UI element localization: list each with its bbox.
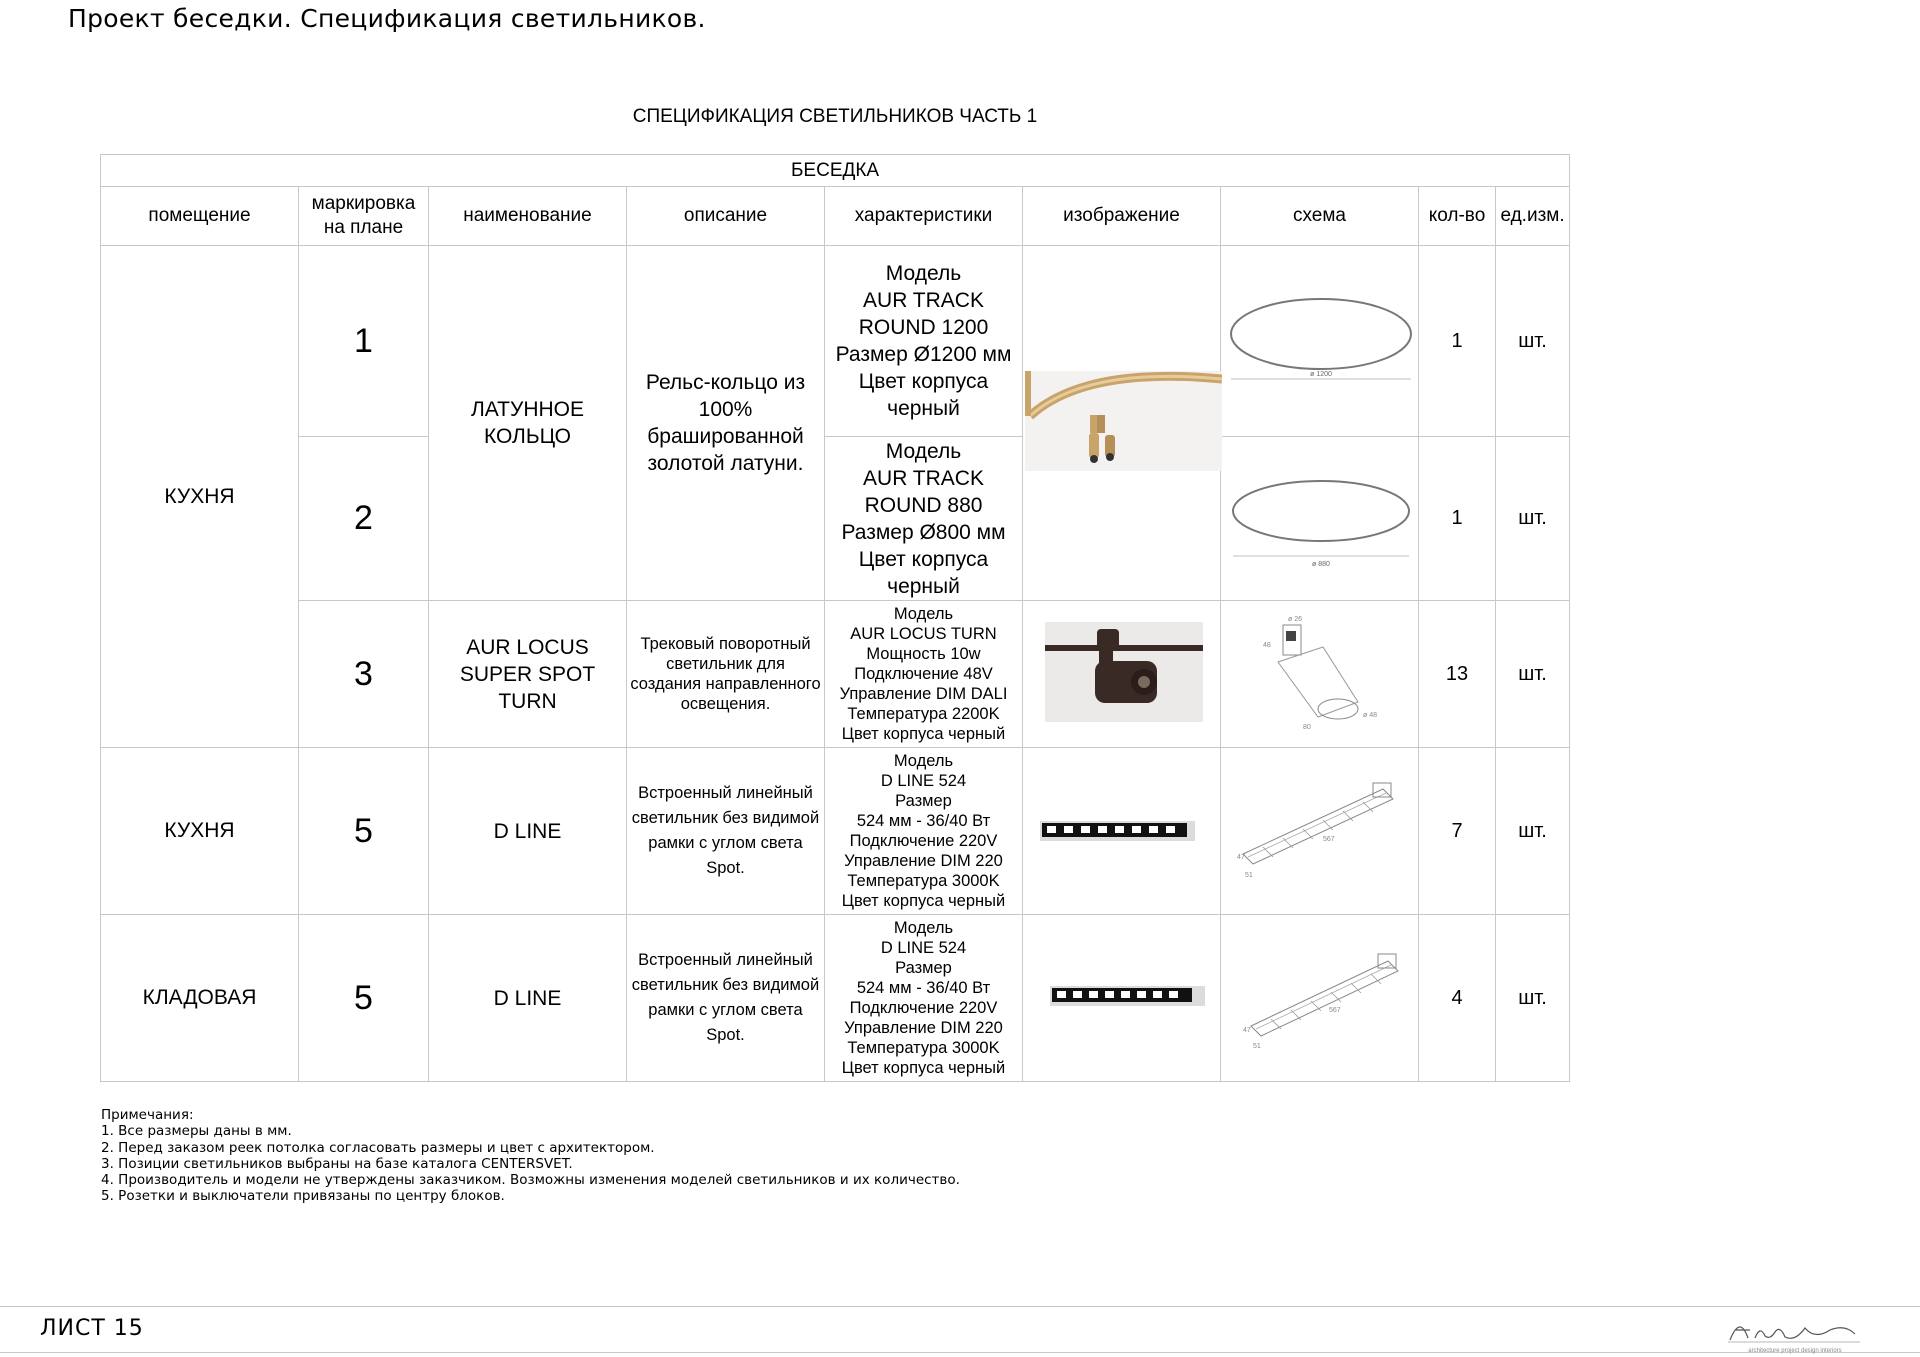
- char-line: Модель: [893, 919, 954, 937]
- name-cell: AUR LOCUS SUPER SPOT TURN: [429, 601, 627, 748]
- qty-cell: 1: [1419, 437, 1496, 601]
- image-cell: [1023, 246, 1221, 601]
- brass-ring-track-image: [1025, 371, 1222, 471]
- logo-tagline: architecture project design interiors: [1748, 1348, 1842, 1354]
- char-line: D LINE 524: [880, 939, 967, 957]
- table-row: [101, 748, 1570, 915]
- archigraph-logo: [1720, 1310, 1870, 1355]
- qty-cell: 4: [1419, 915, 1496, 1082]
- d-line-scheme: [1223, 936, 1420, 1056]
- qty-cell: 13: [1419, 601, 1496, 748]
- scheme-dimension: ø 48: [1363, 711, 1378, 719]
- char-line: черный: [887, 397, 960, 420]
- mark-cell: 5: [299, 748, 429, 915]
- desc-cell: Рельс-кольцо из 100% брашированной золотой латуни.: [627, 246, 825, 601]
- note-item: 1. Все размеры даны в мм.: [101, 1123, 292, 1140]
- spot-turn-scheme: [1223, 607, 1420, 737]
- footer-divider: [0, 1306, 1920, 1307]
- unit-cell: шт.: [1496, 437, 1570, 601]
- char-line: Подключение 48V: [854, 665, 993, 683]
- char-line: Цвет корпуса черный: [841, 725, 1006, 743]
- char-line: Цвет корпуса черный: [841, 892, 1006, 910]
- char-line: Температура 3000K: [847, 1039, 1000, 1057]
- room-cell: КУХНЯ: [101, 246, 299, 748]
- note-item: 5. Розетки и выключатели привязаны по центру блоков.: [101, 1188, 505, 1205]
- char-line: AUR LOCUS TURN: [850, 625, 997, 643]
- qty-cell: 7: [1419, 748, 1496, 915]
- chars-cell: [825, 915, 1023, 1082]
- col-header-chars: характеристики: [825, 187, 1023, 246]
- scheme-dimension: ø 1200: [1310, 370, 1332, 378]
- image-cell: [1023, 601, 1221, 748]
- col-header-name: наименование: [429, 187, 627, 246]
- ring-880-scheme: [1223, 456, 1420, 576]
- unit-cell: шт.: [1496, 915, 1570, 1082]
- spec-title: СПЕЦИФИКАЦИЯ СВЕТИЛЬНИКОВ ЧАСТЬ 1: [632, 106, 1038, 127]
- scheme-dimension: 51: [1245, 871, 1253, 879]
- char-line: Подключение 220V: [849, 832, 998, 850]
- table-row: [101, 246, 1570, 437]
- room-cell: КЛАДОВАЯ: [101, 915, 299, 1082]
- d-line-scheme: [1223, 769, 1420, 889]
- unit-cell: шт.: [1496, 601, 1570, 748]
- char-line: Подключение 220V: [849, 999, 998, 1017]
- d-line-image: [1025, 809, 1222, 849]
- room-cell: КУХНЯ: [101, 748, 299, 915]
- scheme-dimension: ø 880: [1312, 561, 1330, 568]
- unit-cell: шт.: [1496, 748, 1570, 915]
- chars-cell: [825, 246, 1023, 437]
- col-header-scheme: схема: [1221, 187, 1419, 246]
- char-line: Цвет корпуса черный: [841, 1059, 1006, 1077]
- scheme-dimension: 567: [1329, 1006, 1341, 1014]
- char-line: 524 мм - 36/40 Вт: [856, 979, 991, 997]
- name-cell: D LINE: [429, 748, 627, 915]
- footer-divider: [0, 1352, 1920, 1353]
- note-item: 4. Производитель и модели не утверждены заказчиком. Возможны изменения моделей светильников и их количество.: [101, 1172, 960, 1189]
- name-cell: ЛАТУННОЕ КОЛЬЦО: [429, 246, 627, 601]
- char-line: ROUND 1200: [858, 316, 989, 339]
- char-line: AUR TRACK: [863, 289, 984, 312]
- char-line: AUR TRACK: [863, 466, 984, 490]
- mark-cell: 1: [299, 246, 429, 437]
- col-header-mark: маркировка на плане: [299, 187, 429, 246]
- specification-table: [100, 154, 1570, 1082]
- col-header-qty: кол-во: [1419, 187, 1496, 246]
- char-line: Модель: [893, 605, 954, 623]
- char-line: Управление DIM DALI: [839, 685, 1008, 703]
- char-line: Управление DIM 220: [844, 852, 1003, 870]
- scheme-dimension: 80: [1303, 723, 1311, 731]
- scheme-dimension: ø 26: [1288, 615, 1303, 623]
- table-row: [101, 915, 1570, 1082]
- scheme-dimension: 567: [1323, 835, 1335, 843]
- notes-block: [101, 1107, 1001, 1205]
- scheme-dimension: 48: [1263, 641, 1271, 649]
- ring-1200-scheme: [1223, 279, 1420, 399]
- scheme-cell: [1221, 601, 1419, 748]
- char-line: Модель: [885, 439, 962, 463]
- sheet-number: ЛИСТ 15: [40, 1316, 144, 1341]
- image-cell: [1023, 748, 1221, 915]
- scheme-cell: [1221, 437, 1419, 601]
- char-line: Управление DIM 220: [844, 1019, 1003, 1037]
- col-header-image: изображение: [1023, 187, 1221, 246]
- char-line: Размер Ø1200 мм: [835, 343, 1012, 366]
- mark-cell: 2: [299, 437, 429, 601]
- table-row: [101, 437, 1570, 601]
- char-line: Размер Ø800 мм: [841, 520, 1006, 544]
- qty-cell: 1: [1419, 246, 1496, 437]
- desc-cell: Трековый поворотный светильник для создания направленного освещения.: [627, 601, 825, 748]
- char-line: Размер: [895, 959, 952, 977]
- char-line: Цвет корпуса: [858, 547, 989, 571]
- col-header-desc: описание: [627, 187, 825, 246]
- char-line: Модель: [893, 752, 954, 770]
- scheme-cell: [1221, 748, 1419, 915]
- desc-cell: Встроенный линейный светильник без видимой рамки с углом света Spot.: [627, 748, 825, 915]
- desc-cell: Встроенный линейный светильник без видимой рамки с углом света Spot.: [627, 915, 825, 1082]
- col-header-unit: ед.изм.: [1496, 187, 1570, 246]
- scheme-cell: [1221, 246, 1419, 437]
- char-line: Температура 3000K: [847, 872, 1000, 890]
- char-line: D LINE 524: [880, 772, 967, 790]
- scheme-dimension: 47: [1243, 1026, 1251, 1034]
- char-line: Мощность 10w: [866, 645, 981, 663]
- image-cell: [1023, 915, 1221, 1082]
- unit-cell: шт.: [1496, 246, 1570, 437]
- chars-cell: [825, 748, 1023, 915]
- notes-heading: Примечания:: [101, 1107, 194, 1123]
- char-line: ROUND 880: [864, 493, 983, 517]
- table-row: [101, 601, 1570, 748]
- note-item: 2. Перед заказом реек потолка согласовать размеры и цвет с архитектором.: [101, 1139, 655, 1156]
- chars-cell: [825, 437, 1023, 601]
- char-line: 524 мм - 36/40 Вт: [856, 812, 991, 830]
- chars-cell: [825, 601, 1023, 748]
- name-cell: D LINE: [429, 915, 627, 1082]
- spot-turn-image: [1025, 617, 1222, 727]
- mark-cell: 3: [299, 601, 429, 748]
- char-line: Модель: [885, 262, 962, 285]
- char-line: черный: [887, 574, 960, 598]
- document-title: Проект беседки. Спецификация светильников.: [68, 4, 706, 33]
- col-header-room: помещение: [101, 187, 299, 246]
- char-line: Температура 2200K: [847, 705, 1000, 723]
- d-line-image: [1025, 976, 1222, 1016]
- char-line: Размер: [895, 792, 952, 810]
- scheme-dimension: 51: [1253, 1042, 1261, 1050]
- group-header: БЕСЕДКА: [101, 155, 1570, 187]
- char-line: Цвет корпуса: [858, 370, 989, 393]
- scheme-cell: [1221, 915, 1419, 1082]
- mark-cell: 5: [299, 915, 429, 1082]
- scheme-dimension: 47: [1237, 853, 1245, 861]
- note-item: 3. Позиции светильников выбраны на базе каталога CENTERSVET.: [101, 1155, 573, 1172]
